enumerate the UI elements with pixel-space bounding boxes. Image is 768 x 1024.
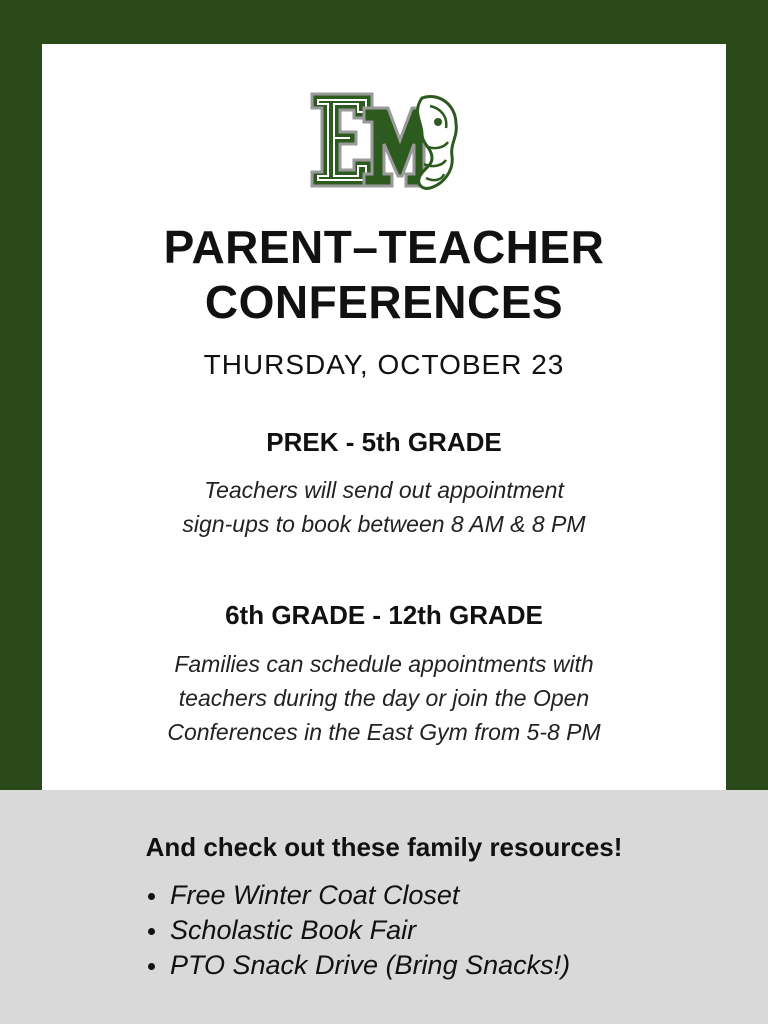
desc-line: sign-ups to book between 8 AM & 8 PM xyxy=(182,511,586,537)
list-item: Free Winter Coat Closet xyxy=(144,878,570,913)
list-item: PTO Snack Drive (Bring Snacks!) xyxy=(144,948,570,983)
desc-line: Teachers will send out appointment xyxy=(204,477,564,503)
section-heading-prek: PREK - 5th GRADE xyxy=(266,427,502,457)
title-line-2: CONFERENCES xyxy=(204,276,564,328)
resources-list xyxy=(144,878,570,983)
list-item: Scholastic Book Fair xyxy=(144,913,570,948)
desc-line: teachers during the day or join the Open xyxy=(178,685,590,711)
resources-panel xyxy=(0,790,768,1024)
flyer-card xyxy=(42,44,726,790)
page-title xyxy=(42,220,726,330)
desc-line: Families can schedule appointments with xyxy=(174,651,594,677)
section-heading-6-12: 6th GRADE - 12th GRADE xyxy=(225,600,543,630)
title-line-1: PARENT–TEACHER xyxy=(163,221,605,273)
desc-line: Conferences in the East Gym from 5-8 PM xyxy=(167,719,601,745)
section-desc-prek xyxy=(42,473,726,541)
school-logo xyxy=(310,88,460,196)
section-desc-6-12 xyxy=(42,647,726,749)
resources-heading: And check out these family resources! xyxy=(145,832,623,862)
event-date: THURSDAY, OCTOBER 23 xyxy=(203,349,565,380)
